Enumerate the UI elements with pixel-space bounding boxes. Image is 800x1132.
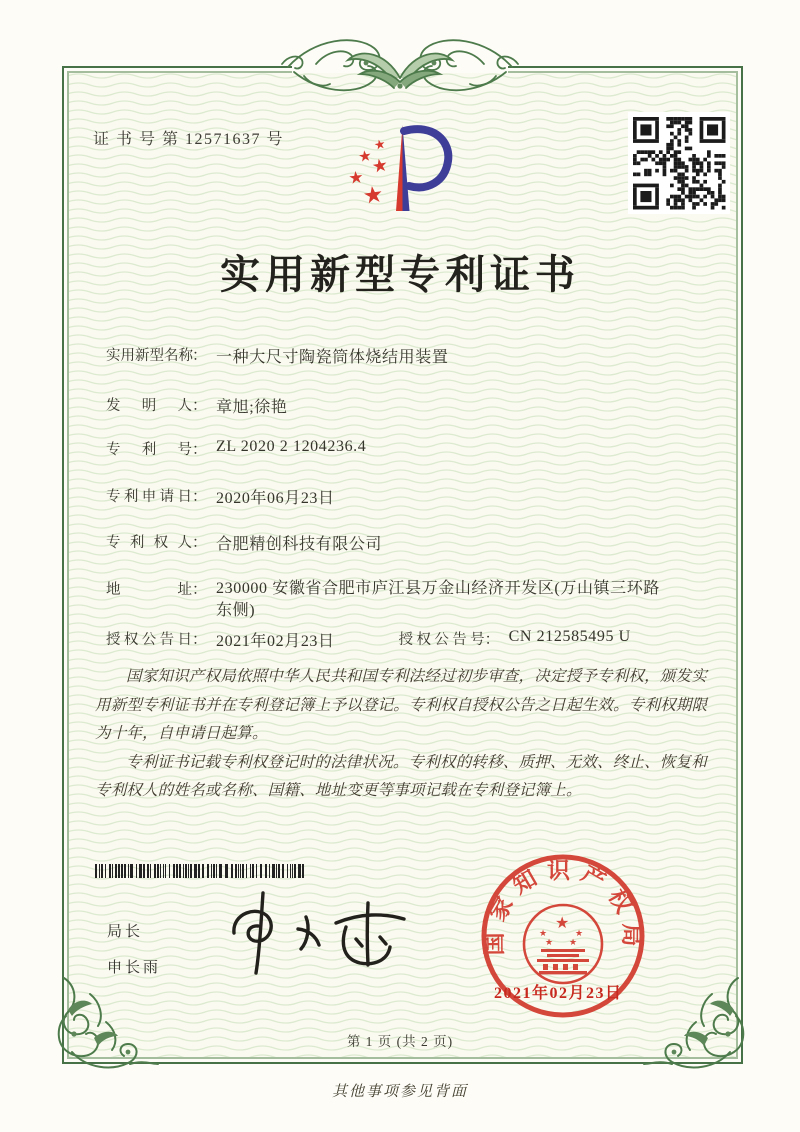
svg-text:★: ★ xyxy=(569,938,578,948)
director-signature xyxy=(218,883,418,983)
field-colon: ： xyxy=(192,632,208,648)
svg-text:★: ★ xyxy=(372,136,388,154)
legal-text-block xyxy=(95,663,709,806)
cnipa-logo-icon xyxy=(333,112,465,227)
field-colon: ： xyxy=(192,489,208,505)
field-label: 发明人 xyxy=(106,398,192,414)
field-row-grant-number xyxy=(399,628,631,649)
legal-paragraph-1: 国家知识产权局依照中华人民共和国专利法经过初步审查，决定授予专利权，颁发实用新型专利证书并在专利登记簿上予以登记。专利权自授权公告之日起生效。专利权期限为十年，自申请日起算。 xyxy=(95,668,708,743)
field-colon: ： xyxy=(192,348,208,364)
field-value: 2020年06月23日 xyxy=(216,490,335,507)
svg-text:★: ★ xyxy=(347,167,365,189)
certificate-title: 实用新型专利证书 xyxy=(220,252,580,297)
field-value: 2021年02月23日 xyxy=(216,633,335,650)
field-label: 授权公告日 xyxy=(106,632,192,648)
seal-text: 国家知识产权局 xyxy=(481,857,645,956)
back-side-note: 其他事项参见背面 xyxy=(331,1084,468,1100)
field-colon: ： xyxy=(192,398,208,414)
field-colon: ： xyxy=(192,535,208,551)
qr-code xyxy=(628,112,730,214)
field-label: 专利号 xyxy=(106,442,192,458)
director-name-label: 申长雨 xyxy=(107,959,162,976)
field-row-grant-date xyxy=(106,628,631,651)
certificate-number: 证 书 号 第 12571637 号 xyxy=(93,131,285,148)
field-row-patent-number xyxy=(106,438,366,459)
svg-text:★: ★ xyxy=(361,181,386,210)
field-colon: ： xyxy=(484,632,500,648)
field-label: 实用新型名称 xyxy=(106,348,193,364)
seal-date: 2021年02月23日 xyxy=(494,985,623,1002)
field-value: CN 212585495 U xyxy=(508,628,631,645)
field-value: 合肥精创科技有限公司 xyxy=(216,536,383,553)
field-value: 230000 安徽省合肥市庐江县万金山经济开发区(万山镇三环路东侧) xyxy=(216,580,660,619)
field-value: 章旭;徐艳 xyxy=(216,399,288,416)
field-label: 专利权人 xyxy=(106,535,192,551)
field-label: 授权公告号 xyxy=(398,632,485,648)
field-value: ZL 2020 2 1204236.4 xyxy=(216,438,367,455)
field-colon: ： xyxy=(192,442,208,458)
barcode xyxy=(95,864,309,878)
field-row-address xyxy=(106,578,672,622)
field-row-inventor xyxy=(106,394,287,417)
field-row-filing-date xyxy=(106,485,335,508)
svg-text:★: ★ xyxy=(555,913,570,932)
svg-text:★: ★ xyxy=(539,929,548,939)
field-label: 地址 xyxy=(106,582,192,598)
field-row-utility-model-name xyxy=(106,344,448,367)
svg-text:★: ★ xyxy=(357,146,373,166)
svg-text:国家知识产权局 xyxy=(482,858,644,956)
field-colon: ： xyxy=(192,582,208,598)
field-value: 一种大尺寸陶瓷筒体烧结用装置 xyxy=(216,349,449,366)
svg-text:★: ★ xyxy=(370,154,390,178)
legal-paragraph-2: 专利证书记载专利权登记时的法律状况。专利权的转移、质押、无效、终止、恢复和专利权人的姓名或名称、国籍、地址变更等事项记载在专利登记簿上。 xyxy=(95,753,707,800)
svg-text:★: ★ xyxy=(575,929,584,939)
field-row-patentee xyxy=(106,531,382,554)
director-title-label: 局长 xyxy=(107,923,144,940)
field-label: 专利申请日 xyxy=(106,489,192,505)
svg-text:★: ★ xyxy=(545,938,554,948)
page-number: 第 1 页 (共 2 页) xyxy=(346,1034,454,1049)
